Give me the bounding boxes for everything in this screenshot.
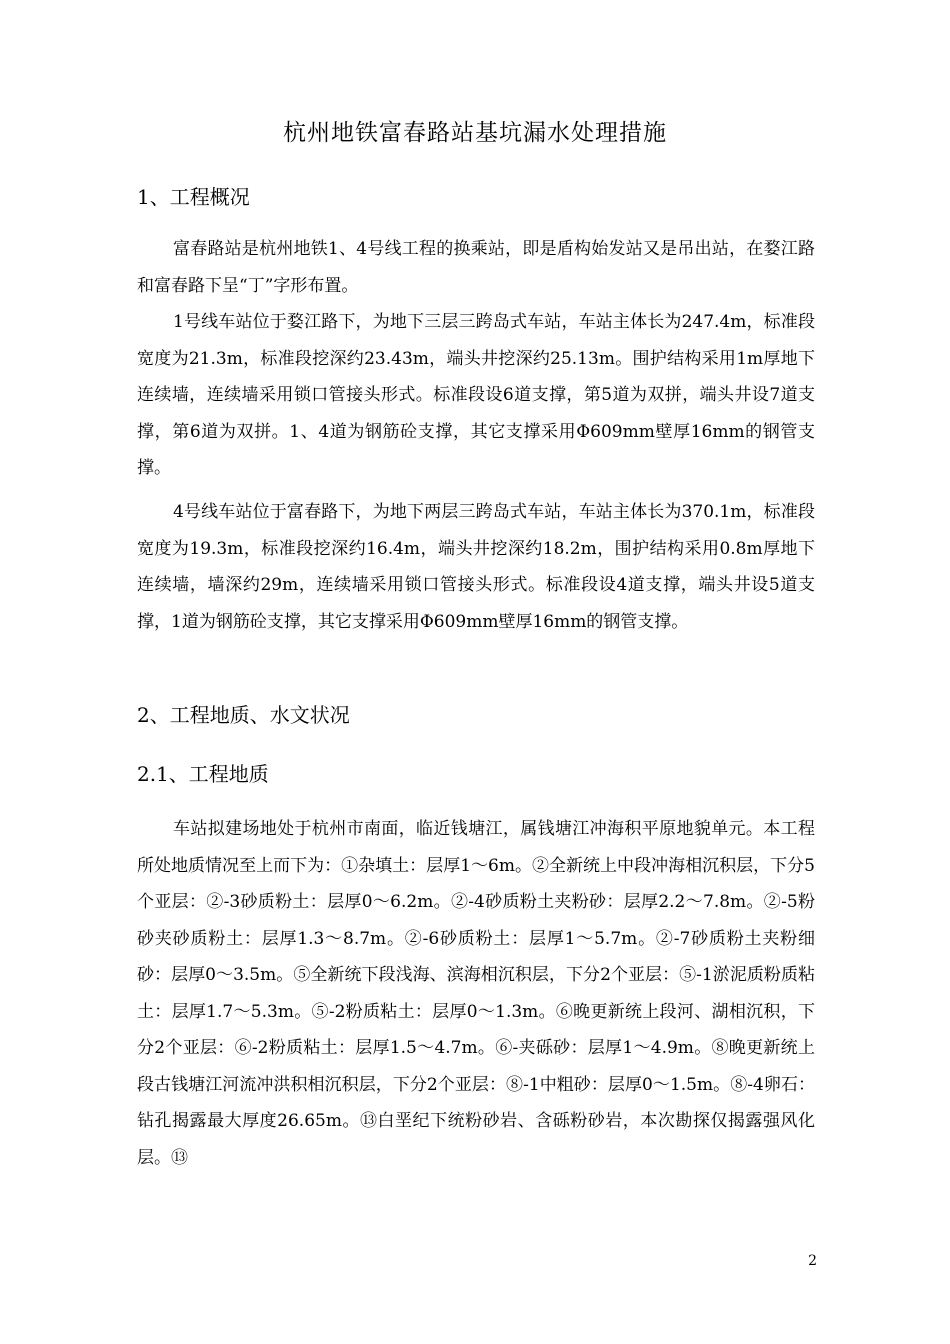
section-2-heading: 2、工程地质、水文状况 — [137, 703, 350, 727]
page-number: 2 — [808, 1253, 817, 1269]
section-1-paragraph-3: 4号线车站位于富春路下，为地下两层三跨岛式车站，车站主体长为370.1m，标准段宽度为19.3m，标准段挖深约16.4m，端头井挖深约18.2m，围护结构采用0.8m厚地下连续墙，墙深约29m，连续墙采用锁口管接头形式。标准段设4道支撑，端头井设5道支撑，1道为钢筋砼支撑，其它支撑采用Φ609mm壁厚16mm的钢管支撑。 — [137, 502, 815, 632]
section-1-heading: 1、工程概况 — [137, 185, 250, 209]
document-title: 杭州地铁富春路站基坑漏水处理措施 — [283, 120, 667, 146]
section-1-paragraph-2: 1号线车站位于婺江路下，为地下三层三跨岛式车站，车站主体长为247.4m，标准段宽度为21.3m，标准段挖深约23.43m，端头井挖深约25.13m。围护结构采用1m厚地下连续墙，连续墙采用锁口管接头形式。标准段设6道支撑，第5道为双拼，端头井设7道支撑，第6道为双拼。1、4道为钢筋砼支撑，其它支撑采用Φ609mm壁厚16mm的钢管支撑。 — [137, 312, 815, 478]
section-1-paragraph-1: 富春路站是杭州地铁1、4号线工程的换乘站，即是盾构始发站又是吊出站，在婺江路和富春路下呈“丁”字形布置。 — [137, 239, 815, 296]
section-2-1-heading: 2.1、工程地质 — [137, 762, 269, 786]
section-2-1-paragraph-1: 车站拟建场地处于杭州市南面，临近钱塘江，属钱塘江冲海积平原地貌单元。本工程所处地质情况至上而下为：①杂填土：层厚1～6m。②全新统上中段冲海相沉积层，下分5个亚层：②-3砂质粉土：层厚0～6.2m。②-4砂质粉土夹粉砂：层厚2.2～7.8m。②-5粉砂夹砂质粉土：层厚1.3～8.7m。②-6砂质粉土：层厚1～5.7m。②-7砂质粉土夹粉细砂：层厚0～3.5m。⑤全新统下段浅海、滨海相沉积层，下分2个亚层：⑤-1淤泥质粉质粘土：层厚1.7～5.3m。⑤-2粉质粘土：层厚0～1.3m。⑥晚更新统上段河、湖相沉积，下分2个亚层：⑥-2粉质粘土：层厚1.5～4.7m。⑥-夹砾砂：层厚1～4.9m。⑧晚更新统上段古钱塘江河流冲洪积相沉积层，下分2个亚层：⑧-1中粗砂：层厚0～1.5m。⑧-4卵石：钻孔揭露最大厚度26.65m。⑬白垩纪下统粉砂岩、含砾粉砂岩，本次勘探仅揭露强风化层。⑬ — [137, 819, 815, 1168]
